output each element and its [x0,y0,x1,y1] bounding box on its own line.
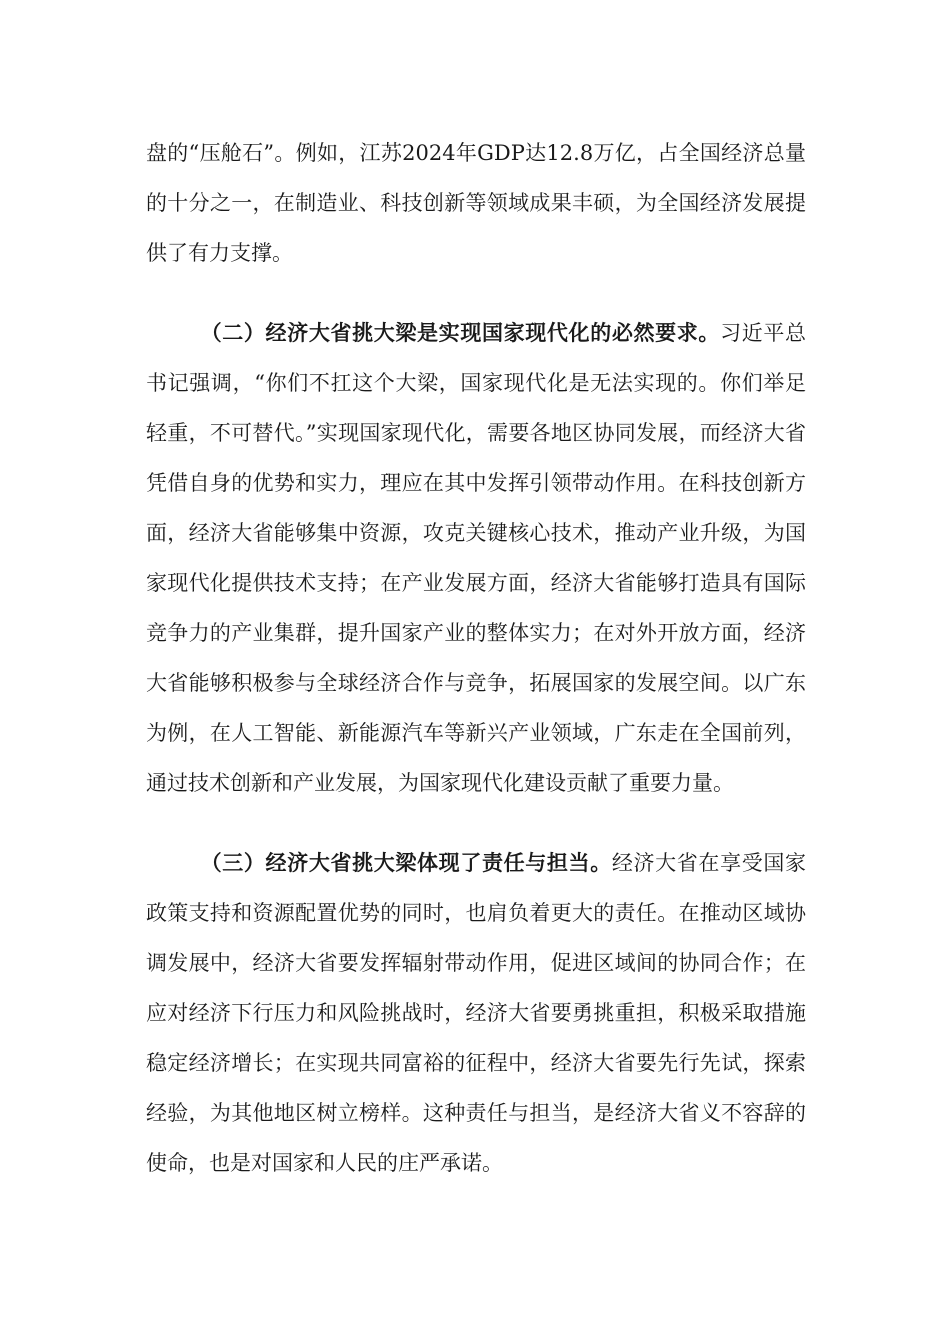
paragraph-section-two [146,308,806,808]
paragraph-gap [146,278,806,308]
section-heading: （二）经济大省挑大梁是实现国家现代化的必然要求。 [200,320,721,345]
paragraph-text: 盘的“压舱石”。例如，江苏2024年GDP达12.8万亿，占全国经济总量的十分之一，在制造业、科技创新等领域成果丰硕，为全国经济发展提供了有力支撑。 [146,141,806,265]
paragraph-text: 习近平总书记强调，“你们不扛这个大梁，国家现代化是无法实现的。你们举足轻重，不可替代。”实现国家现代化，需要各地区协同发展，而经济大省凭借自身的优势和实力，理应在其中发挥引领带动作用。在科技创新方面，经济大省能够集中资源，攻克关键核心技术，推动产业升级，为国家现代化提供技术支持；在产业发展方面，经济大省能够打造具有国际竞争力的产业集群，提升国家产业的整体实力；在对外开放方面，经济大省能够积极参与全球经济合作与竞争，拓展国家的发展空间。以广东为例，在人工智能、新能源汽车等新兴产业领域，广东走在全国前列，通过技术创新和产业发展，为国家现代化建设贡献了重要力量。 [146,321,807,795]
paragraph-gap [146,808,806,838]
document-body [146,128,806,1188]
paragraph-text: 经济大省在享受国家政策支持和资源配置优势的同时，也肩负着更大的责任。在推动区域协调发展中，经济大省要发挥辐射带动作用，促进区域间的协同合作；在应对经济下行压力和风险挑战时，经济大省要勇挑重担，积极采取措施稳定经济增长；在实现共同富裕的征程中，经济大省要先行先试，探索经验，为其他地区树立榜样。这种责任与担当，是经济大省义不容辞的使命，也是对国家和人民的庄严承诺。 [146,851,807,1175]
paragraph-section-three [146,838,806,1188]
paragraph-continuation [146,128,806,278]
section-heading: （三）经济大省挑大梁体现了责任与担当。 [200,850,612,875]
